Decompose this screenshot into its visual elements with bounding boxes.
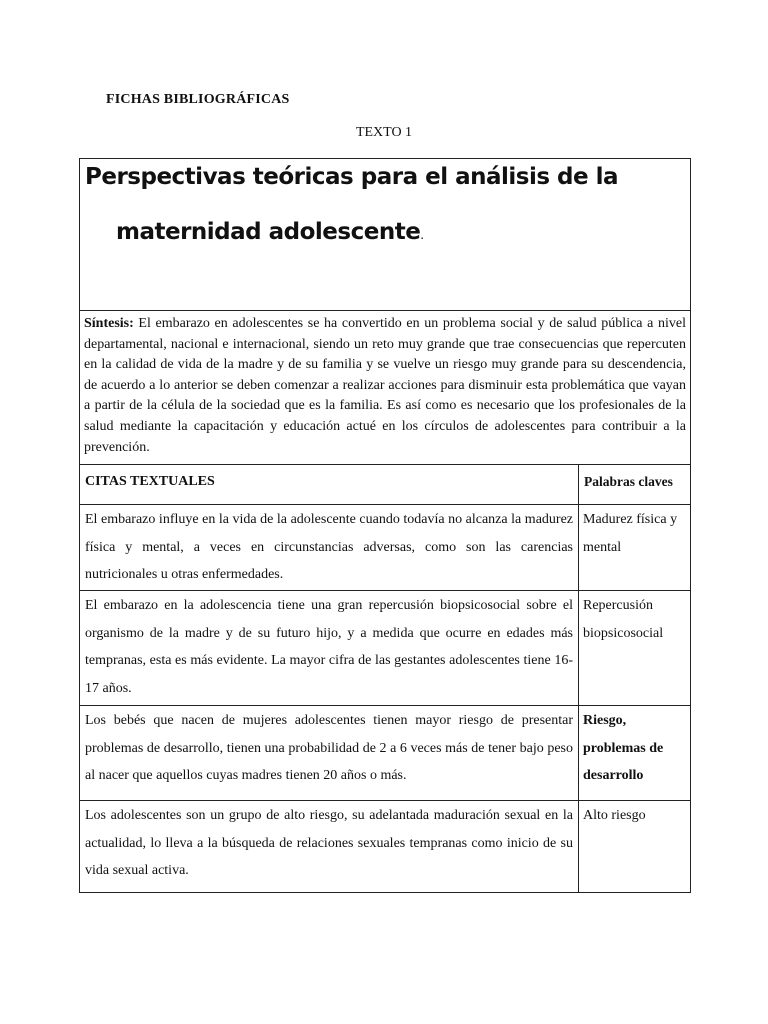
quote-cell: El embarazo en la adolescencia tiene una gran repercusión biopsicosocial sobre el organismo de la madre y de su futuro hijo, y a medida que ocurre en edades más tempranas, esta es más evidente. La mayor cifra de las gestantes adolescentes tiene 16-17 años.: [80, 591, 579, 706]
card-title-dot: .: [420, 228, 424, 242]
card-title-line2-text: maternidad adolescente: [116, 219, 421, 245]
synthesis-text: El embarazo en adolescentes se ha convertido en un problema social y de salud pública a nivel departamental, nacional e internacional, siendo un reto muy grande que trae consecuencias que repercuten en la calidad de vida de la madre y de su familia y se vuelve un riesgo muy grande para su descendencia, de acuerdo a lo anterior se deben comenzar a realizar acciones para disminuir esta problemática que vayan a partir de la célula de la sociedad que es la familia. Es así como es necesario que los profesionales de la salud mediante la capacitación y educación actué en los círculos de adolescentes para contribuir a la prevención.: [84, 316, 686, 455]
column-header-claves: Palabras claves: [579, 465, 691, 505]
synthesis-label: Síntesis:: [84, 316, 134, 331]
card-title-line2: [116, 219, 690, 245]
keyword-cell: Riesgo, problemas de desarrollo: [579, 706, 691, 801]
column-header-citas: CITAS TEXTUALES: [80, 465, 579, 505]
synthesis-cell: [80, 311, 691, 465]
table-row: [80, 801, 691, 893]
bibliographic-card-table: [79, 158, 691, 893]
title-cell: [80, 159, 691, 311]
document-subheading: TEXTO 1: [355, 125, 413, 140]
table-row: [80, 505, 691, 591]
table-row: [80, 591, 691, 706]
keyword-cell: Madurez física y mental: [579, 505, 691, 591]
document-heading: FICHAS BIBLIOGRÁFICAS: [106, 92, 290, 107]
quote-cell: Los bebés que nacen de mujeres adolescentes tienen mayor riesgo de presentar problemas de desarrollo, tienen una probabilidad de 2 a 6 veces más de tener bajo peso al nacer que aquellos cuyas madres tienen 20 años o más.: [80, 706, 579, 801]
keyword-cell: Alto riesgo: [579, 801, 691, 893]
quote-cell: El embarazo influye en la vida de la adolescente cuando todavía no alcanza la madurez física y mental, a veces en circunstancias adversas, como son las carencias nutricionales u otras enfermedades.: [80, 505, 579, 591]
card-title-line1: Perspectivas teóricas para el análisis de la: [85, 164, 619, 190]
keyword-cell: Repercusión biopsicosocial: [579, 591, 691, 706]
quote-cell: Los adolescentes son un grupo de alto riesgo, su adelantada maduración sexual en la actualidad, lo lleva a la búsqueda de relaciones sexuales tempranas como inicio de su vida sexual activa.: [80, 801, 579, 893]
table-row: [80, 706, 691, 801]
